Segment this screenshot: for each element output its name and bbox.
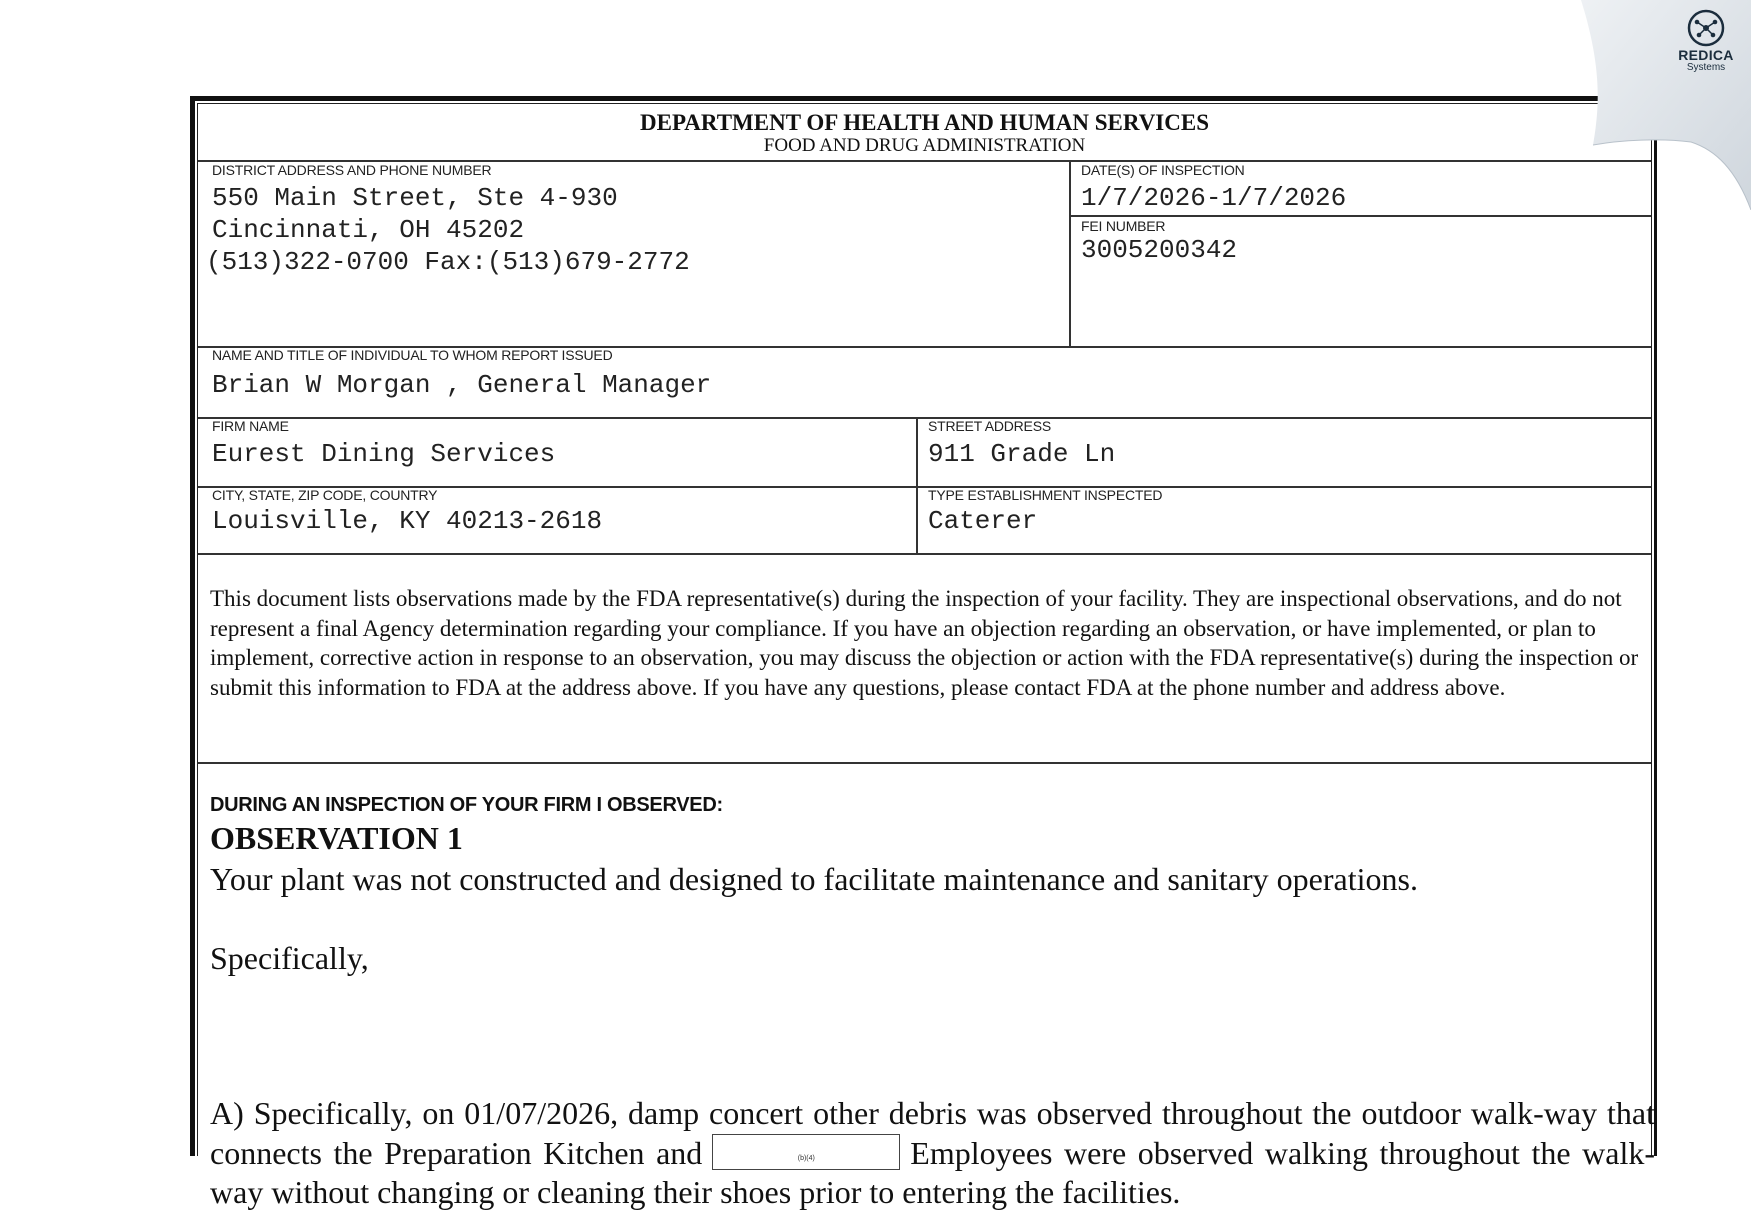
- recipient-name-title: Brian W Morgan , General Manager: [212, 370, 712, 400]
- redaction-box: [712, 1134, 900, 1170]
- paragraph-a-after: Employees were observed walking throughout the walk-way without changing or cleaning their shoes prior to entering the facilities.: [210, 1134, 1656, 1210]
- divider-dates-fei: [1069, 215, 1651, 217]
- firm-label: FIRM NAME: [212, 418, 289, 434]
- fei-label: FEI NUMBER: [1081, 218, 1166, 234]
- inspection-form: [190, 96, 1657, 1210]
- city-state-zip: Louisville, KY 40213-2618: [212, 506, 603, 536]
- establishment-type: Caterer: [928, 506, 1038, 536]
- dates-label: DATE(S) OF INSPECTION: [1081, 162, 1245, 178]
- department-title: DEPARTMENT OF HEALTH AND HUMAN SERVICES: [640, 110, 1209, 135]
- observation-text: Your plant was not constructed and designed to facilitate maintenance and sanitary operations.: [210, 861, 1418, 897]
- form-frame: [197, 103, 1656, 1210]
- firm-name: Eurest Dining Services: [212, 439, 556, 469]
- brand-name: REDICA: [1678, 47, 1734, 63]
- divider-firm-street: [916, 417, 918, 553]
- form-header: [198, 104, 1651, 162]
- street-label: STREET ADDRESS: [928, 418, 1051, 434]
- paragraph-a-before: A) Specifically, on 01/07/2026, damp concert other debris was observed throughout the outdoor walk-way that connects the Preparation Kitchen and: [210, 1095, 1655, 1171]
- district-address-line2: Cincinnati, OH 45202: [212, 215, 525, 245]
- city-label: CITY, STATE, ZIP CODE, COUNTRY: [212, 487, 438, 503]
- divider-row4: [198, 553, 1651, 555]
- observation-paragraph-a: [210, 1094, 1655, 1213]
- disclaimer-text: This document lists observations made by the FDA representative(s) during the inspection of your facility. They are inspectional observations, and do not represent a final Agency determination regarding your compliance. If you have an objection regarding an observation, or have implemented, or plan to implement, corrective action in response to an observation, you may discuss the objection or action with the FDA representative(s) during the inspection or submit this information to FDA at the address above. If you have any questions, please contact FDA at the phone number and address above.: [210, 586, 1639, 700]
- redaction-code: (b)(4): [797, 1154, 815, 1162]
- establishment-label: TYPE ESTABLISHMENT INSPECTED: [928, 487, 1163, 503]
- divider-district-dates: [1069, 160, 1071, 346]
- observation-title: OBSERVATION 1: [210, 820, 463, 856]
- agency-title: FOOD AND DRUG ADMINISTRATION: [763, 135, 1086, 156]
- observation-specifically: Specifically,: [210, 940, 369, 976]
- street-address: 911 Grade Ln: [928, 439, 1116, 469]
- district-address-line1: 550 Main Street, Ste 4-930: [212, 183, 618, 213]
- fei-number: 3005200342: [1081, 235, 1238, 265]
- recipient-label: NAME AND TITLE OF INDIVIDUAL TO WHOM REPORT ISSUED: [212, 347, 613, 363]
- corner-brand-badge: [1551, 0, 1751, 210]
- brand-subtitle: Systems: [1686, 62, 1726, 73]
- district-label: DISTRICT ADDRESS AND PHONE NUMBER: [212, 162, 492, 178]
- redica-logo-icon: [1686, 8, 1726, 48]
- district-phone-fax: (513)322-0700 Fax:(513)679-2772: [206, 247, 690, 277]
- redica-brand[interactable]: [1671, 8, 1741, 73]
- divider-disclaimer: [198, 762, 1651, 764]
- observations-heading: DURING AN INSPECTION OF YOUR FIRM I OBSERVED:: [210, 794, 723, 816]
- divider-row2: [198, 417, 1651, 419]
- dates-of-inspection: 1/7/2026-1/7/2026: [1081, 183, 1347, 213]
